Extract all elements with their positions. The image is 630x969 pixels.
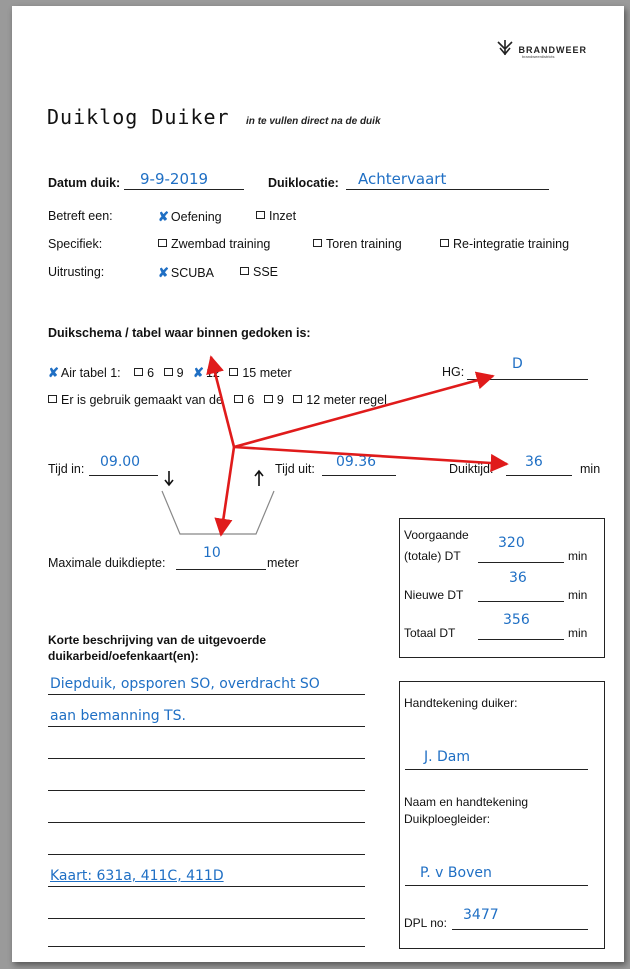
option-9[interactable] [164,366,184,380]
checkbox-icon [264,395,273,403]
checkbox-icon [158,239,167,247]
diepte-value[interactable]: 10 [203,545,221,561]
beschrijving-heading-2: duikarbeid/oefenkaart(en): [48,649,199,663]
checkbox-icon [440,239,449,247]
beschrijving-line-1-text[interactable]: Diepduik, opsporen SO, overdracht SO [50,676,320,692]
regel-12-label: 12 meter regel [306,393,387,407]
locatie-value[interactable]: Achtervaart [358,170,447,188]
betreft-opt2-label: Inzet [269,209,297,223]
page-subtitle: in te vullen direct na de duik [246,116,381,127]
dive-profile-diagram [12,6,624,566]
dt-nieuw-value[interactable]: 36 [509,570,527,586]
dt-nieuw-unit: min [568,588,588,602]
datum-line [124,189,244,190]
regel-9-label: 9 [276,393,284,407]
dt-voorgaande-label: Voorgaande [404,528,469,542]
brandweer-emblem-icon [496,40,514,56]
datum-value[interactable]: 9-9-2019 [140,170,209,188]
logo-subtext: brandweerdistricts [522,54,555,59]
option-12-label: 12 [205,366,220,380]
uitrusting-option-scuba[interactable] [158,265,214,281]
duiker-signature-value[interactable]: J. Dam [424,749,471,765]
duiker-signature-line [405,769,588,770]
specifiek-opt1-label: Zwembad training [171,237,271,251]
uitrusting-label: Uitrusting: [48,265,105,279]
regel-option-9[interactable] [264,393,284,407]
duiktijd-unit: min [580,462,601,476]
locatie-line [346,189,549,190]
option-6-label: 6 [147,366,155,380]
dt-voor-line [478,562,564,563]
logo-text: BRANDWEER [518,45,587,55]
specifiek-label: Specifiek: [48,237,103,251]
checkbox-icon [134,368,143,376]
dpl-label-1: Naam en handtekening [404,795,529,809]
specifiek-opt2-label: Toren training [326,237,402,251]
option-6[interactable] [134,366,154,380]
beschrijving-line-2 [48,726,365,727]
air-table-label: Air tabel 1: [60,366,121,380]
checkbox-icon [313,239,322,247]
specifiek-opt3-label: Re-integratie training [453,237,570,251]
duiktijd-line [506,475,572,476]
specifiek-option-zwembad[interactable] [158,237,270,251]
diepte-line [176,569,266,570]
beschrijving-line-5 [48,822,365,823]
option-15-label: 15 meter [242,366,292,380]
page-title: Duiklog Duiker [47,105,230,129]
tijd-in-value[interactable]: 09.00 [100,454,141,470]
checkbox-icon [240,267,249,275]
betreft-opt1-label: Oefening [170,210,222,224]
form-title-row [47,105,381,129]
diepte-unit: meter [267,556,299,570]
checked-x-icon: ✘ [158,209,169,224]
uitrusting-option-sse[interactable] [240,265,278,279]
diepte-label: Maximale duikdiepte: [48,556,166,570]
hg-value[interactable]: D [512,356,523,372]
specifiek-option-reintegratie[interactable] [440,237,569,251]
tijd-uit-label: Tijd uit: [275,462,315,476]
dt-voor-unit: min [568,549,588,563]
betreft-option-oefening[interactable] [158,209,222,225]
regel-label: Er is gebruik gemaakt van de [61,393,223,407]
regel-option-6[interactable] [234,393,254,407]
dt-totaal-line [478,639,564,640]
tijd-in-label: Tijd in: [48,462,85,476]
option-15[interactable] [229,366,291,380]
duiktijd-value[interactable]: 36 [525,454,543,470]
datum-label: Datum duik: [48,176,121,190]
checked-x-icon: ✘ [48,365,59,380]
dt-nieuw-line [478,601,564,602]
tijd-uit-line [322,475,396,476]
checkbox-icon [48,395,57,403]
betreft-option-inzet[interactable] [256,209,296,223]
duiktijd-label: Duiktijd: [449,462,494,476]
red-annotation-arrows [211,357,507,535]
beschrijving-line-7-text[interactable]: Kaart: 631a, 411C, 411D [50,868,224,884]
checked-x-icon: ✘ [158,265,169,280]
dpl-no-label: DPL no: [404,916,447,930]
regel-row [48,393,387,407]
checkbox-icon [229,368,238,376]
uitrusting-opt2-label: SSE [253,265,279,279]
beschrijving-line-1 [48,694,365,695]
option-9-label: 9 [176,366,184,380]
option-12[interactable] [193,366,220,380]
dpl-no-value[interactable]: 3477 [463,907,499,923]
locatie-label: Duiklocatie: [268,176,339,190]
beschrijving-line-7 [48,886,365,887]
hg-line [467,379,588,380]
dpl-no-line [452,929,588,930]
specifiek-option-toren[interactable] [313,237,402,251]
descent-arrow-icon [165,471,173,485]
dt-nieuw-label: Nieuwe DT [404,588,464,602]
checkbox-icon [164,368,173,376]
betreft-label: Betreft een: [48,209,113,223]
beschrijving-line-6 [48,854,365,855]
tijd-in-line [89,475,158,476]
beschrijving-line-9 [48,946,365,947]
dive-profile-line [162,491,274,534]
checkbox-icon [256,211,265,219]
dive-log-page [12,6,624,962]
dt-voor-value[interactable]: 320 [498,535,525,551]
dt-totaal-value[interactable]: 356 [503,612,530,628]
beschrijving-line-2-text[interactable]: aan bemanning TS. [50,708,186,724]
checkbox-icon [293,395,302,403]
dpl-label-2: Duikploegleider: [404,812,491,826]
beschrijving-line-3 [48,758,365,759]
dt-totale-label: (totale) DT [404,549,461,563]
schema-heading: Duikschema / tabel waar binnen gedoken is: [48,326,311,340]
ascent-arrow-icon [255,471,263,486]
air-table-row [48,365,292,381]
beschrijving-line-8 [48,918,365,919]
tijd-uit-value[interactable]: 09.36 [336,454,377,470]
dt-totaal-label: Totaal DT [404,626,456,640]
beschrijving-line-4 [48,790,365,791]
uitrusting-opt1-label: SCUBA [170,266,214,280]
hg-label: HG: [442,365,465,379]
duiker-signature-label: Handtekening duiker: [404,696,518,710]
regel-6-label: 6 [247,393,255,407]
checkbox-icon [234,395,243,403]
regel-option-12[interactable] [293,393,387,407]
dpl-signature-line [405,885,588,886]
checked-x-icon: ✘ [193,365,204,380]
beschrijving-heading-1: Korte beschrijving van de uitgevoerde [48,633,267,647]
dpl-signature-value[interactable]: P. v Boven [420,865,492,881]
brandweer-logo [496,40,587,58]
dt-totaal-unit: min [568,626,588,640]
